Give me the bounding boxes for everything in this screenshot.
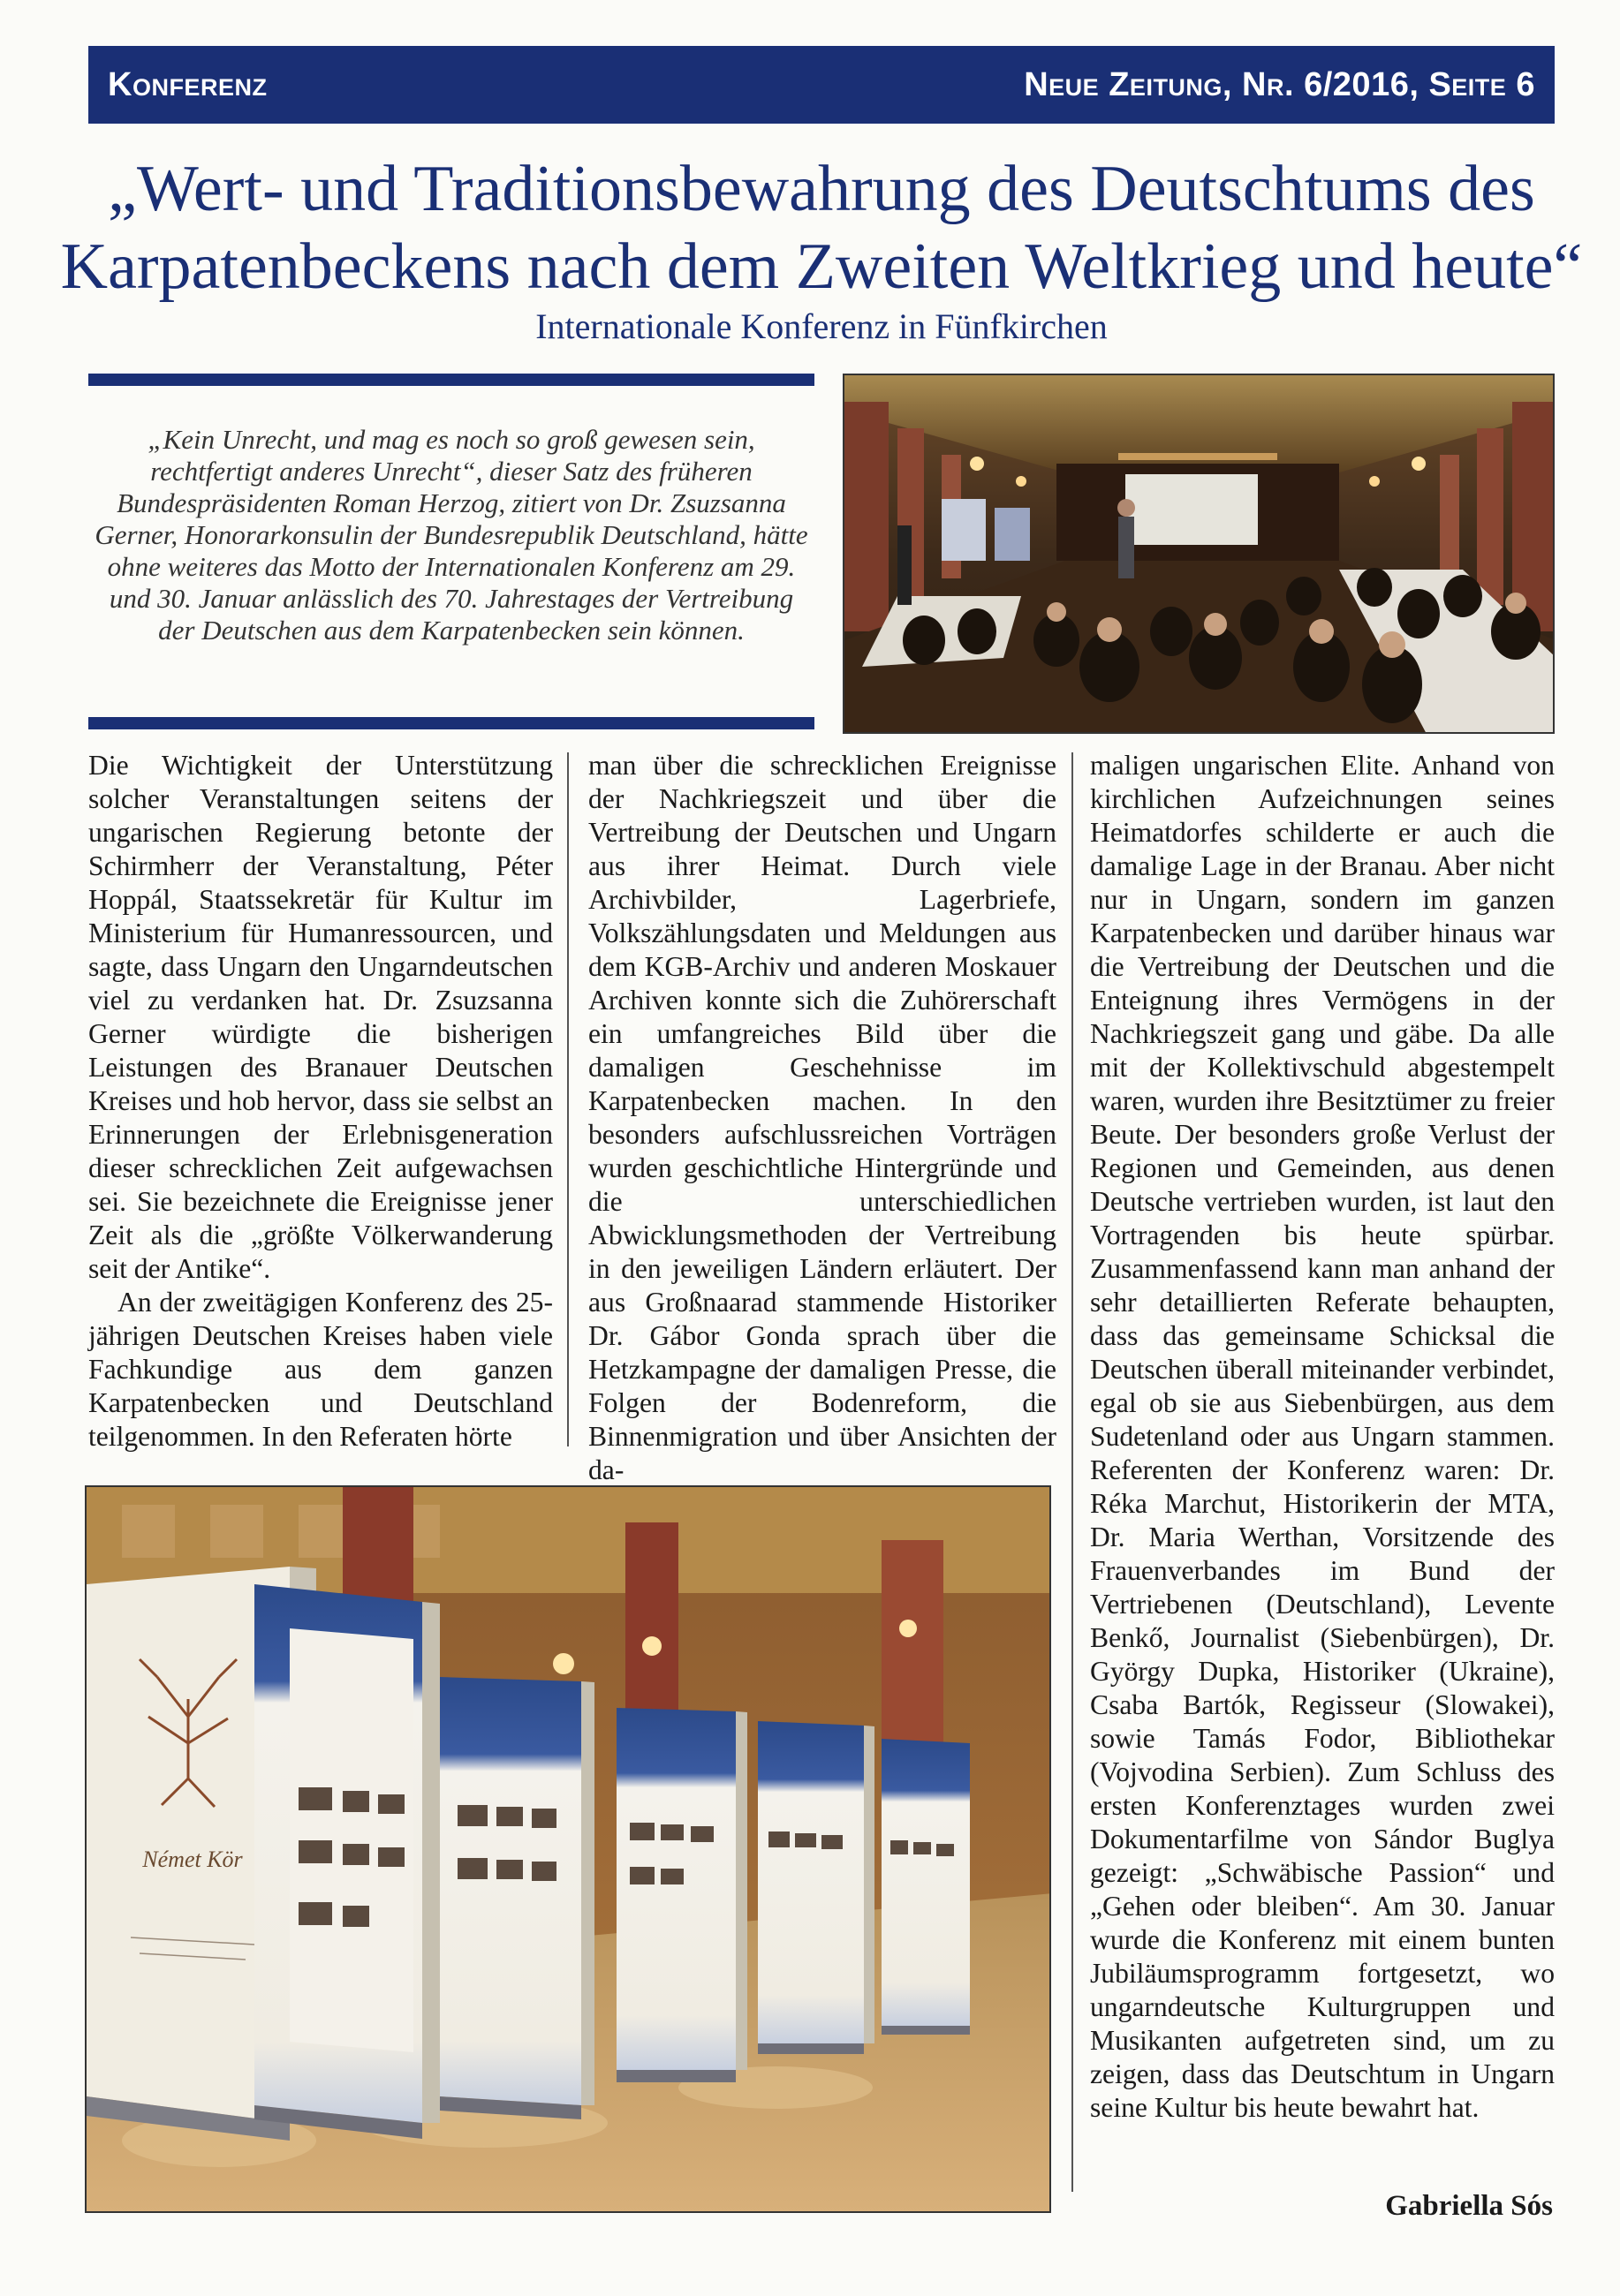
article-title: [53, 150, 1590, 306]
quote-top-rule: [88, 374, 814, 386]
lead-quote: „Kein Unrecht, und mag es noch so groß gewesen sein, rechtfertigt anderes Unrecht“, dieser Satz des früheren Bundespräsidenten Roman Herzog, zitiert von Dr. Zsuzsanna Gerner, Honorarkonsulin der Bundesrepublik Deutschland, hätte ohne weiteres das Motto der Internationalen Konferenz am 29. und 30. Januar anlässlich des 70. Jahrestages der Vertreibung der Deutschen aus dem Karpatenbecken sein können.: [95, 424, 808, 646]
article-author: Gabriella Sós: [1385, 2190, 1553, 2222]
article-paragraph: maligen ungarischen Elite. Anhand von kirchlichen Aufzeichnungen seines Heimatdorfes schilderte er auch die damalige Lage in der Branau. Aber nicht nur in Ungarn, sondern im ganzen Karpatenbecken und darüber hinaus war die Vertreibung der Deutschen und die Enteignung ihres Vermögens in der Nachkriegszeit gang und gäbe. Da alle mit der Kollektivschuld abgestempelt waren, wurden ihre Besitztümer zu freier Beute. Der besonders große Verlust der Regionen und Gemeinden, aus denen Deutsche vertrieben wurden, ist laut den Vortragenden bis heute spürbar. Zusammenfassend kann man anhand der sehr detaillierten Referate behaupten, dass das gemeinsame Schicksal die Deutschen überall miteinander verbindet, egal ob sie aus Siebenbürgen, aus dem Sudetenland oder aus Ungarn stammen. Referenten der Konferenz waren: Dr. Réka Marchut, Historikerin der MTA, Dr. Maria Werthan, Vorsitzende des Frauenverbandes im Bund der Vertriebenen (Deutschland), Levente Benkő, Journalist (Siebenbürgen), Dr. György Dupka, Historiker (Ukraine), Csaba Bartók, Regisseur (Slowakei), sowie Tamás Fodor, Bibliothekar (Vojvodina Serbien). Zum Schluss des ersten Konferenztages wurden zwei Dokumentarfilme von Sándor Buglya gezeigt: „Schwäbische Passion“ und „Gehen oder bleiben“. Am 30. Januar wurde die Konferenz mit einem bunten Jubiläumsprogramm fortgesetzt, wo ungarndeutsche Kulturgruppen und Musikanten aufgetreten sind, um zu zeigen, dass das Deutschtum in Ungarn seine Kultur bis heute bewahrt hat.: [1090, 750, 1555, 2123]
section-label: Konferenz: [108, 65, 268, 103]
conference-hall-illustration: [844, 375, 1555, 734]
section-header-bar: [88, 46, 1555, 124]
exhibition-photo: [85, 1485, 1051, 2213]
article-column-1: [88, 749, 553, 1454]
exhibition-illustration: [87, 1487, 1051, 2213]
article-paragraph: man über die schrecklichen Ereignisse der Nachkriegszeit und über die Vertreibung der Deutschen und Ungarn aus ihrer Heimat. Durch viele Archivbilder, Lagerbriefe, Volkszählungsdaten und Meldungen aus dem KGB-Archiv und anderen Moskauer Archiven konnte sich die Zuhörerschaft ein umfangreiches Bild über die damaligen Geschehnisse im Karpatenbecken machen. In den besonders aufschlussreichen Vorträgen wurden geschichtliche Hintergründe und die unterschiedlichen Abwicklungsmethoden der Vertreibung in den jeweiligen Ländern erläutert. Der aus Großnaarad stammende Historiker Dr. Gábor Gonda sprach über die Hetzkampagne der damaligen Presse, die Folgen der Bodenreform, die Binnenmigration und über Ansichten der da-: [588, 750, 1056, 1485]
quote-bottom-rule: [88, 717, 814, 729]
article-paragraph: An der zweitägigen Konferenz des 25-jährigen Deutschen Kreises haben viele Fachkundige aus dem ganzen Karpatenbecken und Deutschland teilgenommen. In den Referaten hörte: [88, 1287, 553, 1452]
publication-info: Neue Zeitung, Nr. 6/2016, Seite 6: [1024, 65, 1535, 103]
article-paragraph: Die Wichtigkeit der Unterstützung solcher Veranstaltungen seitens der ungarischen Regierung betonte der Schirmherr der Veranstaltung, Péter Hoppál, Staatssekretär für Kultur im Ministerium für Humanressourcen, und sagte, dass Ungarn den Ungarndeutschen viel zu verdanken hat. Dr. Zsuzsanna Gerner würdigte die bisherigen Leistungen des Branauer Deutschen Kreises und hob hervor, dass sie selbst an Erinnerungen der Erlebnisgeneration dieser schrecklichen Zeit aufgewachsen sei. Sie bezeichnete die Ereignisse jener Zeit als die „größte Völkerwanderung seit der Antike“.: [88, 750, 553, 1284]
article-subtitle: Internationale Konferenz in Fünfkirchen: [535, 306, 1108, 346]
column-divider: [1071, 752, 1073, 2192]
article-title-line-2: Karpatenbeckens nach dem Zweiten Weltkrieg und heute“: [60, 230, 1583, 303]
column-divider: [567, 752, 569, 1446]
banner-logo-text: Német Kör: [142, 1847, 243, 1872]
conference-hall-photo: [843, 374, 1555, 734]
article-column-3: [1090, 749, 1555, 2125]
article-title-line-1: „Wert- und Traditionsbewahrung des Deutschtums des: [108, 153, 1535, 225]
article-column-2: [588, 749, 1056, 1487]
